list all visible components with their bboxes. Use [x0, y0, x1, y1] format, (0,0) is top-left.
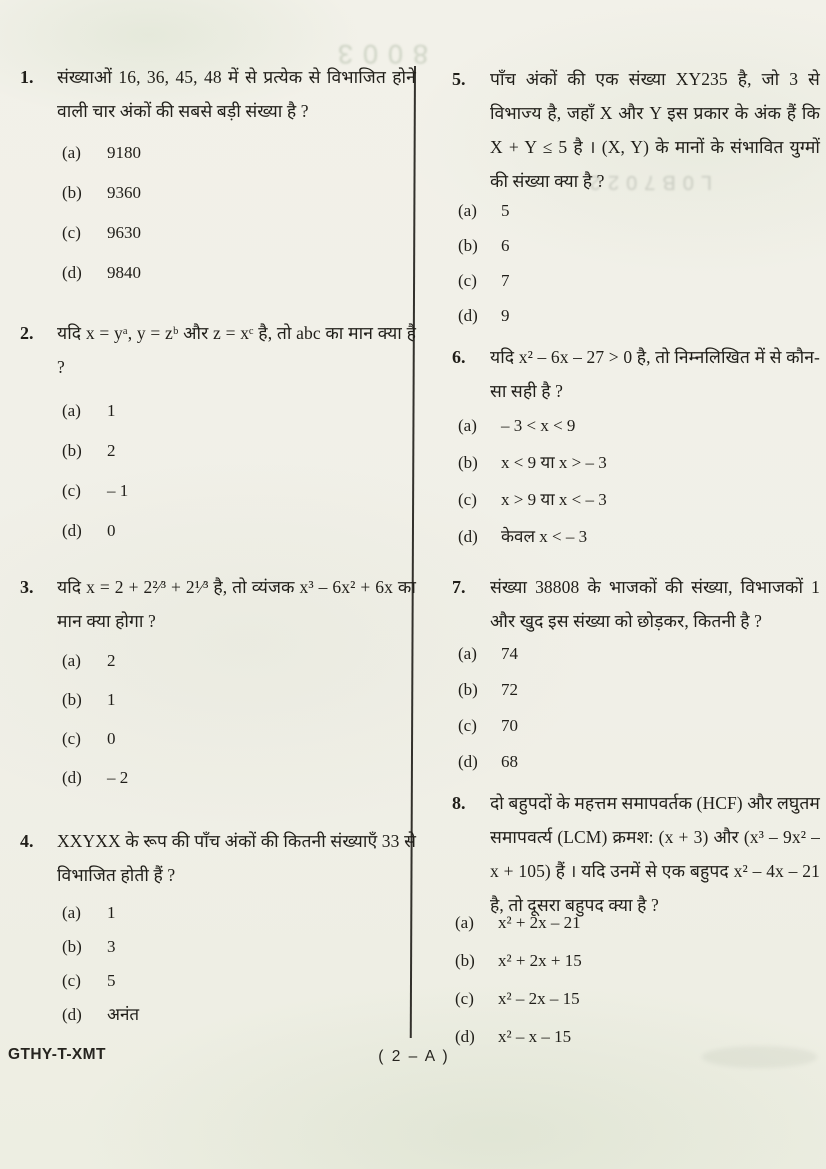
option-label: (b) [62, 690, 82, 709]
question-number: 7. [452, 577, 466, 597]
option-value: x < 9 या x > – 3 [501, 453, 607, 472]
question-block [20, 316, 416, 384]
option-row [62, 970, 139, 1004]
question-text: संख्याओं 16, 36, 45, 48 में से प्रत्येक से विभाजित होने वाली चार अंकों की सबसे बड़ी संख्या है ? [57, 67, 416, 121]
option-label: (c) [62, 223, 81, 242]
question-number: 5. [452, 69, 466, 89]
option-value: – 3 < x < 9 [501, 416, 576, 435]
option-row [458, 305, 510, 340]
option-label: (b) [62, 183, 82, 202]
bleed-through-mark [702, 1046, 817, 1068]
question-block [20, 60, 416, 128]
option-row [458, 526, 607, 563]
option-row [62, 262, 141, 302]
option-label: (d) [62, 521, 82, 540]
bleed-through-mark: 8003 [327, 39, 428, 69]
options-group [62, 142, 141, 302]
options-group [62, 400, 128, 560]
option-label: (d) [458, 306, 478, 325]
column-divider [410, 66, 416, 1038]
option-value: 9840 [107, 263, 141, 282]
option-label: (c) [458, 490, 477, 509]
option-row [62, 936, 139, 970]
option-label: (d) [455, 1027, 475, 1046]
option-row [455, 912, 582, 950]
option-label: (c) [62, 971, 81, 990]
option-row [458, 679, 518, 715]
option-label: (a) [62, 903, 81, 922]
question-number: 6. [452, 347, 466, 367]
option-row [458, 415, 607, 452]
options-group [458, 643, 518, 787]
option-value: 3 [107, 937, 116, 956]
question-block [20, 824, 416, 892]
option-label: (a) [455, 913, 474, 932]
option-value: 9360 [107, 183, 141, 202]
option-value: 9180 [107, 143, 141, 162]
option-value: 74 [501, 644, 518, 663]
option-value: 7 [501, 271, 510, 290]
option-row [458, 452, 607, 489]
option-value: 1 [107, 903, 116, 922]
question-text: दो बहुपदों के महत्तम समापवर्तक (HCF) और लघुतम समापवर्त्य (LCM) क्रमश: (x + 3) और (x³ – 9x² – x + 105) हैं । यदि उनमें से एक बहुपद x² – 4x – 21 है, तो दूसरा बहुपद क्या है ? [490, 793, 820, 915]
option-label: (b) [458, 680, 478, 699]
option-value: अनंत [107, 1005, 140, 1024]
option-value: x > 9 या x < – 3 [501, 490, 607, 509]
option-row [458, 270, 510, 305]
option-label: (d) [62, 263, 82, 282]
option-label: (c) [455, 989, 474, 1008]
question-text: पाँच अंकों की एक संख्या XY235 है, जो 3 से विभाज्य है, जहाँ X और Y इस प्रकार के अंक हैं कि X + Y ≤ 5 है । (X, Y) के मानों के संभावित युग्मों की संख्या क्या है ? [490, 69, 820, 191]
option-row [458, 489, 607, 526]
page-number: ( 2 – A ) [378, 1048, 450, 1065]
option-label: (c) [458, 716, 477, 735]
option-value: 9 [501, 306, 510, 325]
options-group [62, 650, 128, 806]
option-label: (b) [62, 441, 82, 460]
option-label: (a) [62, 143, 81, 162]
question-text: यदि x = yᵃ, y = zᵇ और z = xᶜ है, तो abc का मान क्या है ? [57, 323, 416, 377]
option-label: (c) [62, 481, 81, 500]
question-text: यदि x = 2 + 2²⁄³ + 2¹⁄³ है, तो व्यंजक x³ – 6x² + 6x का मान क्या होगा ? [57, 577, 416, 631]
option-row [62, 440, 128, 480]
option-label: (d) [458, 752, 478, 771]
option-row [62, 728, 128, 767]
option-label: (a) [458, 416, 477, 435]
bleed-through-stamp: L0B7022 [582, 171, 712, 193]
option-value: 0 [107, 729, 116, 748]
option-value: 70 [501, 716, 518, 735]
option-row [62, 650, 128, 689]
options-group [458, 200, 510, 340]
option-label: (a) [458, 644, 477, 663]
option-label: (b) [62, 937, 82, 956]
option-row [458, 200, 510, 235]
question-block [20, 570, 416, 638]
question-text: XXYXX के रूप की पाँच अंकों की कितनी संख्याएँ 33 से विभाजित होती हैं ? [57, 831, 416, 885]
option-value: 2 [107, 651, 116, 670]
option-value: x² + 2x + 15 [498, 951, 582, 970]
option-value: केवल x < – 3 [501, 527, 588, 546]
options-group [458, 415, 607, 563]
question-block [452, 570, 820, 638]
option-row [458, 643, 518, 679]
question-block [452, 340, 820, 408]
option-label: (a) [62, 401, 81, 420]
question-number: 2. [20, 323, 34, 343]
option-row [62, 689, 128, 728]
question-block [452, 786, 820, 922]
option-row [62, 182, 141, 222]
option-value: 1 [107, 401, 116, 420]
option-label: (b) [458, 453, 478, 472]
option-value: 0 [107, 521, 116, 540]
question-number: 4. [20, 831, 34, 851]
option-row [458, 235, 510, 270]
option-row [455, 988, 582, 1026]
question-number: 3. [20, 577, 34, 597]
question-number: 8. [452, 793, 466, 813]
option-label: (a) [62, 651, 81, 670]
option-row [62, 767, 128, 806]
option-value: 72 [501, 680, 518, 699]
option-label: (d) [62, 768, 82, 787]
option-value: 5 [501, 201, 510, 220]
option-row [458, 715, 518, 751]
option-value: x² – x – 15 [498, 1027, 572, 1046]
option-label: (a) [458, 201, 477, 220]
option-value: 68 [501, 752, 518, 771]
question-text: यदि x² – 6x – 27 > 0 है, तो निम्नलिखित में से कौन-सा सही है ? [490, 347, 820, 401]
option-value: 1 [107, 690, 116, 709]
option-value: x² – 2x – 15 [498, 989, 580, 1008]
options-group [455, 912, 582, 1064]
option-row [62, 520, 128, 560]
option-value: – 2 [107, 768, 129, 787]
option-value: 2 [107, 441, 116, 460]
option-label: (c) [62, 729, 81, 748]
question-block [452, 62, 820, 198]
option-row [62, 222, 141, 262]
option-row [62, 142, 141, 182]
option-row [455, 950, 582, 988]
option-value: 5 [107, 971, 116, 990]
option-label: (d) [62, 1005, 82, 1024]
option-row [458, 751, 518, 787]
option-label: (b) [458, 236, 478, 255]
option-value: – 1 [107, 481, 129, 500]
option-row [62, 1004, 139, 1038]
option-row [62, 400, 128, 440]
option-value: x² + 2x – 21 [498, 913, 581, 932]
options-group [62, 902, 139, 1038]
question-text: संख्या 38808 के भाजकों की संख्या, विभाजकों 1 और खुद इस संख्या को छोड़कर, कितनी है ? [490, 577, 820, 631]
option-row [62, 480, 128, 520]
option-label: (c) [458, 271, 477, 290]
question-number: 1. [20, 67, 34, 87]
option-value: 9630 [107, 223, 141, 242]
option-label: (d) [458, 527, 478, 546]
option-label: (b) [455, 951, 475, 970]
option-row [62, 902, 139, 936]
booklet-code: GTHY-T-XMT [8, 1046, 106, 1063]
option-value: 6 [501, 236, 510, 255]
